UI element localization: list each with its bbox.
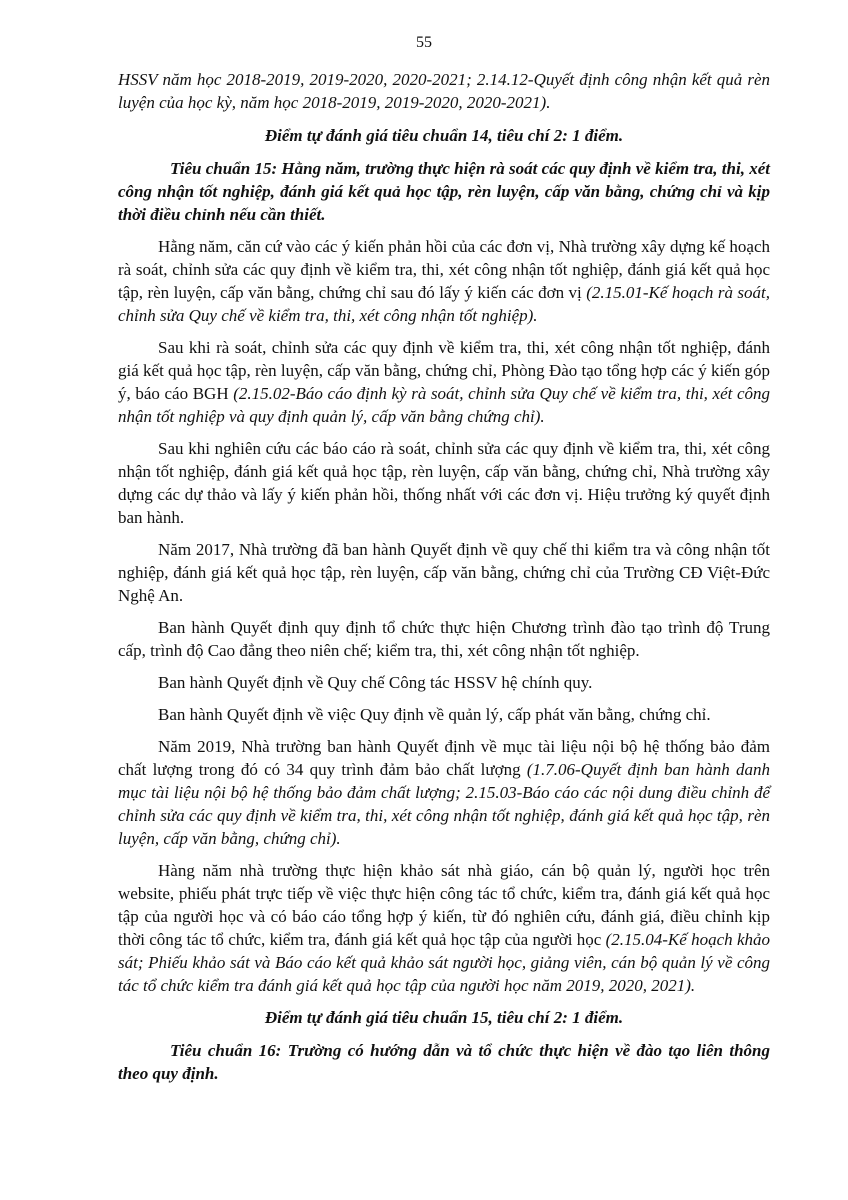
paragraph-text: Hằng năm, căn cứ vào các ý kiến phản hồi của các đơn vị, Nhà trường xây dựng kế hoạch rà soát, chỉnh sửa các quy định về kiểm tra, thi, xét công nhận tốt nghiệp, đánh giá kết quả học tập, rèn luyện, cấp văn bằng, chứng chỉ sau đó lấy ý kiến các đơn vị <box>118 237 770 302</box>
evidence-citation: HSSV năm học 2018-2019, 2019-2020, 2020-2021; 2.14.12-Quyết định công nhận kết quả rèn luyện của học kỳ, năm học 2018-2019, 2019-2020, 2020-2021). <box>118 70 770 112</box>
evidence-citation: (2.15.01-Kế hoạch rà soát, chỉnh sửa Quy chế về kiểm tra, thi, xét công nhận tốt nghiệp). <box>118 283 770 325</box>
evidence-citation: (2.15.04-Kế hoạch khảo sát; Phiếu khảo sát và Báo cáo kết quả khảo sát người học, giảng viên, cán bộ quản lý về công tác tổ chức kiểm tra đánh giá kết quả học tập của người học năm 2019, 2020, 2021). <box>118 930 770 995</box>
paragraph-2019-quality-system <box>118 735 770 850</box>
continued-evidence-text <box>118 68 770 114</box>
self-assessment-score-14: Điểm tự đánh giá tiêu chuẩn 14, tiêu chí 2: 1 điểm. <box>264 126 624 145</box>
paragraph-review-plan <box>118 235 770 327</box>
self-assessment-score-15: Điểm tự đánh giá tiêu chuẩn 15, tiêu chí 2: 1 điểm. <box>264 1008 624 1027</box>
page-number: 55 <box>416 34 432 51</box>
paragraph-text: Năm 2019, Nhà trường ban hành Quyết định về mục tài liệu nội bộ hệ thống bảo đảm chất lượng trong đó có 34 quy trình đảm bảo chất lượng <box>118 737 770 779</box>
paragraph-text: Hàng năm nhà trường thực hiện khảo sát nhà giáo, cán bộ quản lý, người học trên website, phiếu phát trực tiếp về việc thực hiện công tác tổ chức, kiểm tra, đánh giá kết quả học tập của người học và có báo cáo tổng hợp ý kiến, từ đó nghiên cứu, đánh giá, điều chỉnh kịp thời công tác tổ chức, kiểm tra, đánh giá kết quả học tập của người học <box>118 861 770 949</box>
evidence-citation: (1.7.06-Quyết định ban hành danh mục tài liệu nội bộ hệ thống bảo đảm chất lượng; 2.15.03-Báo cáo các nội dung điều chỉnh để chỉnh sửa các quy định về kiểm tra, thi, xét công nhận tốt nghiệp, đánh giá kết quả học tập, rèn luyện, cấp văn bằng, chứng chỉ). <box>118 760 770 848</box>
standard-16-heading: Tiêu chuẩn 16: Trường có hướng dẫn và tổ chức thực hiện về đào tạo liên thông theo quy định. <box>118 1041 770 1083</box>
paragraph-diploma-decision: Ban hành Quyết định về việc Quy định về quản lý, cấp phát văn bằng, chứng chỉ. <box>158 705 711 724</box>
paragraph-training-office-report <box>118 336 770 428</box>
standard-15-heading: Tiêu chuẩn 15: Hằng năm, trường thực hiện rà soát các quy định về kiểm tra, thi, xét công nhận tốt nghiệp, đánh giá kết quả học tập, rèn luyện, cấp văn bằng, chứng chỉ và kịp thời điều chỉnh nếu cần thiết. <box>118 159 770 224</box>
paragraph-2017-decision: Năm 2017, Nhà trường đã ban hành Quyết định về quy chế thi kiểm tra và công nhận tốt nghiệp, đánh giá kết quả học tập, rèn luyện, cấp văn bằng, chứng chỉ của Trường CĐ Việt-Đức Nghệ An. <box>118 540 770 605</box>
page-content <box>118 68 770 1094</box>
evidence-citation: (2.15.02-Báo cáo định kỳ rà soát, chỉnh sửa Quy chế về kiểm tra, thi, xét công nhận tốt nghiệp và quy định quản lý, cấp văn bằng chứng chỉ). <box>118 384 771 426</box>
paragraph-annual-survey <box>118 859 770 997</box>
paragraph-student-affairs-decision: Ban hành Quyết định về Quy chế Công tác HSSV hệ chính quy. <box>158 673 593 692</box>
paragraph-training-program-decision: Ban hành Quyết định quy định tổ chức thực hiện Chương trình đào tạo trình độ Trung cấp, trình độ Cao đẳng theo niên chế; kiểm tra, thi, xét công nhận tốt nghiệp. <box>118 618 770 660</box>
paragraph-text: Sau khi rà soát, chỉnh sửa các quy định về kiểm tra, thi, xét công nhận tốt nghiệp, đánh giá kết quả học tập, rèn luyện, cấp văn bằng, chứng chỉ, Phòng Đào tạo tổng hợp các ý kiến góp ý, báo cáo BGH <box>118 338 770 403</box>
paragraph-draft-decisions: Sau khi nghiên cứu các báo cáo rà soát, chỉnh sửa các quy định về kiểm tra, thi, xét công nhận tốt nghiệp, đánh giá kết quả học tập, rèn luyện, cấp văn bằng, chứng chỉ, Nhà trường xây dựng các dự thảo và lấy ý kiến phản hồi, thống nhất với các đơn vị. Hiệu trưởng ký quyết định ban hành. <box>118 439 770 527</box>
